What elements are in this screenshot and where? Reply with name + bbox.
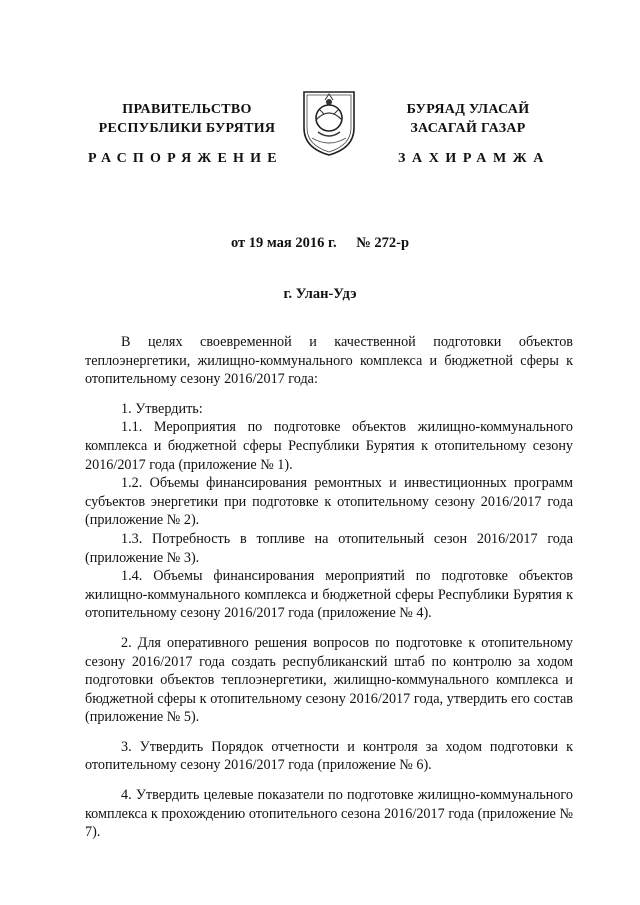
document-number: № 272-р — [356, 235, 410, 251]
issuer-ru-line1: ПРАВИТЕЛЬСТВО — [122, 102, 252, 117]
date-number-line — [0, 235, 640, 252]
document-body — [85, 333, 573, 842]
coat-of-arms-icon — [298, 88, 360, 158]
issuer-bua — [368, 100, 568, 138]
item-1-1: 1.1. Мероприятия по подготовке объектов жилищно-коммунального комплекса и бюджетной сферы Республики Бурятия к отопительному сезону 2016/2017 года (приложение № 1). — [85, 419, 573, 473]
document-date: от 19 мая 2016 г. — [230, 235, 337, 251]
item-1-4: 1.4. Объемы финансирования мероприятий по подготовке объектов жилищно-коммунального комплекса и бюджетной сферы Республики Бурятия к отопительному сезону 2016/2017 года (приложение № 4). — [85, 568, 573, 622]
doc-type-bua: ЗАХИРАМЖА — [398, 151, 550, 166]
item-2: 2. Для оперативного решения вопросов по подготовке к отопительному сезону 2016/2017 года создать республиканский штаб по контролю за ходом подготовки объектов теплоэнергетики, жилищно-коммунального комплекса и бюджетной сферы к отопительному сезону 2016/2017 года, утвердить его состав (приложение № 5). — [85, 634, 573, 726]
issuer-bua-line2: ЗАСАГАЙ ГАЗАР — [410, 121, 526, 136]
item-1-2: 1.2. Объемы финансирования ремонтных и инвестиционных программ субъектов энергетики при подготовке к отопительному сезону 2016/2017 года (приложение № 2). — [85, 475, 573, 529]
intro-paragraph: В целях своевременной и качественной подготовки объектов теплоэнергетики, жилищно-коммунального комплекса и бюджетной сферы к отопительному сезону 2016/2017 года: — [85, 334, 573, 388]
issuer-ru-line2: РЕСПУБЛИКИ БУРЯТИЯ — [98, 121, 276, 136]
item-3: 3. Утвердить Порядок отчетности и контроля за ходом подготовки к отопительному сезону 2016/2017 года (приложение № 6). — [85, 738, 573, 774]
issuer-bua-line1: БУРЯАД УЛАСАЙ — [406, 102, 530, 117]
item-1-3: 1.3. Потребность в топливе на отопительный сезон 2016/2017 года (приложение № 3). — [85, 530, 573, 566]
doc-type-ru: РАСПОРЯЖЕНИЕ — [88, 151, 283, 166]
item-4: 4. Утвердить целевые показатели по подготовке жилищно-коммунального комплекса к прохождению отопительного сезона 2016/2017 года (приложение № 7). — [85, 787, 573, 841]
item-1: 1. Утвердить: — [121, 400, 203, 417]
document-city: г. Улан-Удэ — [283, 286, 357, 302]
issuer-ru — [82, 100, 292, 138]
